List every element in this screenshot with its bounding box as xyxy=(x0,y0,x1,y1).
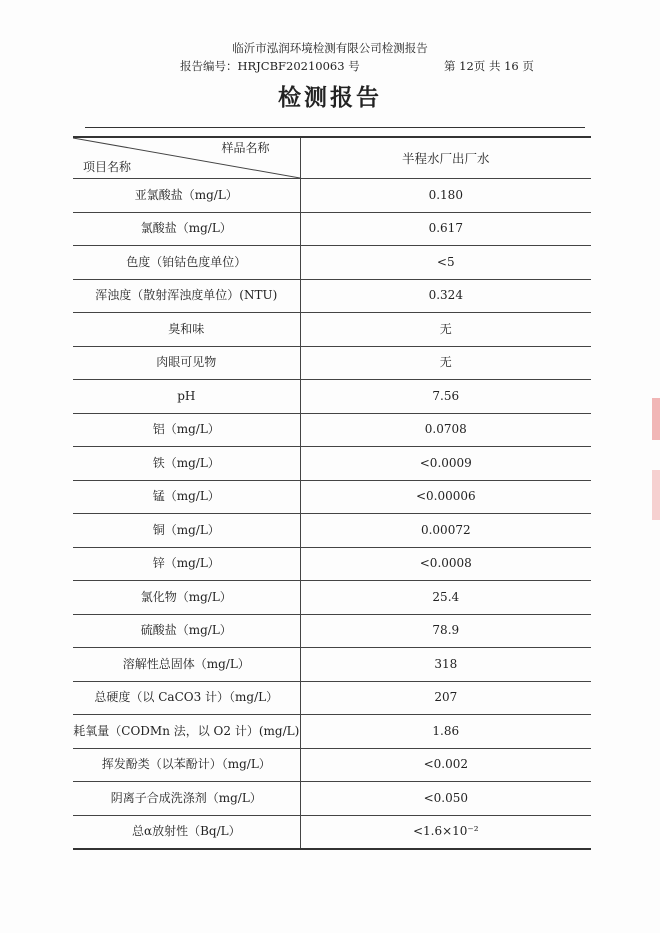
title-divider xyxy=(85,127,585,128)
table-row xyxy=(73,547,591,581)
table-row xyxy=(73,246,591,280)
item-name-cell: 臭和味 xyxy=(73,313,300,347)
sample-name-value: 半程水厂出厂水 xyxy=(300,137,591,179)
item-name-cell: 锌（mg/L） xyxy=(73,547,300,581)
red-stamp-mark xyxy=(652,470,660,520)
result-value-cell: 318 xyxy=(300,648,591,682)
result-value-cell: 207 xyxy=(300,681,591,715)
page-indicator: 第 12页 共 16 页 xyxy=(444,59,534,73)
result-value-cell: 0.324 xyxy=(300,279,591,313)
table-row xyxy=(73,681,591,715)
report-number: 报告编号：HRJCBF20210063 号 xyxy=(180,59,360,73)
table-row xyxy=(73,614,591,648)
item-name-cell: 总α放射性（Bq/L） xyxy=(73,815,300,849)
result-value-cell: <0.00006 xyxy=(300,480,591,514)
result-value-cell: 7.56 xyxy=(300,380,591,414)
result-value-cell: 78.9 xyxy=(300,614,591,648)
table-row xyxy=(73,648,591,682)
item-name-cell: 色度（铂钴色度单位） xyxy=(73,246,300,280)
result-value-cell: 无 xyxy=(300,313,591,347)
item-name-cell: 铁（mg/L） xyxy=(73,447,300,481)
report-org-title: 临沂市泓润环境检测有限公司检测报告 xyxy=(232,41,428,55)
table-row xyxy=(73,581,591,615)
result-value-cell: 1.86 xyxy=(300,715,591,749)
table-row xyxy=(73,748,591,782)
item-name-cell: 铜（mg/L） xyxy=(73,514,300,548)
item-name-cell: 溶解性总固体（mg/L） xyxy=(73,648,300,682)
item-name-cell: 阴离子合成洗涤剂（mg/L） xyxy=(73,782,300,816)
result-value-cell: <0.0009 xyxy=(300,447,591,481)
table-row xyxy=(73,380,591,414)
result-value-cell: 0.180 xyxy=(300,179,591,213)
table-row xyxy=(73,514,591,548)
result-value-cell: <0.002 xyxy=(300,748,591,782)
item-name-cell: 锰（mg/L） xyxy=(73,480,300,514)
item-name-cell: 挥发酚类（以苯酚计）（mg/L） xyxy=(73,748,300,782)
red-stamp-mark xyxy=(652,398,660,440)
table-row xyxy=(73,346,591,380)
results-table-body xyxy=(73,137,591,849)
result-value-cell: 无 xyxy=(300,346,591,380)
item-name-cell: 氯化物（mg/L） xyxy=(73,581,300,615)
result-value-cell: 0.0708 xyxy=(300,413,591,447)
table-row xyxy=(73,279,591,313)
sample-name-header: 样品名称 xyxy=(221,141,270,155)
table-row xyxy=(73,480,591,514)
item-name-cell: pH xyxy=(73,380,300,414)
item-name-cell: 铝（mg/L） xyxy=(73,413,300,447)
item-name-cell: 浑浊度（散射浑浊度单位）(NTU) xyxy=(73,279,300,313)
item-name-cell: 硫酸盐（mg/L） xyxy=(73,614,300,648)
result-value-cell: <5 xyxy=(300,246,591,280)
table-row xyxy=(73,447,591,481)
result-value-cell: 25.4 xyxy=(300,581,591,615)
table-row xyxy=(73,413,591,447)
table-header-row xyxy=(73,137,591,179)
item-name-cell: 亚氯酸盐（mg/L） xyxy=(73,179,300,213)
item-name-cell: 耗氧量（CODMn 法，以 O2 计）(mg/L) xyxy=(73,715,300,749)
item-name-header: 项目名称 xyxy=(83,160,132,174)
table-row xyxy=(73,815,591,849)
table-row xyxy=(73,313,591,347)
table-row xyxy=(73,715,591,749)
result-value-cell: <1.6×10⁻² xyxy=(300,815,591,849)
result-value-cell: <0.0008 xyxy=(300,547,591,581)
result-value-cell: 0.00072 xyxy=(300,514,591,548)
table-row xyxy=(73,179,591,213)
test-results-table xyxy=(73,136,591,850)
diagonal-header-cell xyxy=(73,137,300,179)
page-title: 检测报告 xyxy=(278,85,382,111)
item-name-cell: 总硬度（以 CaCO3 计）（mg/L） xyxy=(73,681,300,715)
table-row xyxy=(73,782,591,816)
item-name-cell: 氯酸盐（mg/L） xyxy=(73,212,300,246)
result-value-cell: 0.617 xyxy=(300,212,591,246)
item-name-cell: 肉眼可见物 xyxy=(73,346,300,380)
result-value-cell: <0.050 xyxy=(300,782,591,816)
table-row xyxy=(73,212,591,246)
